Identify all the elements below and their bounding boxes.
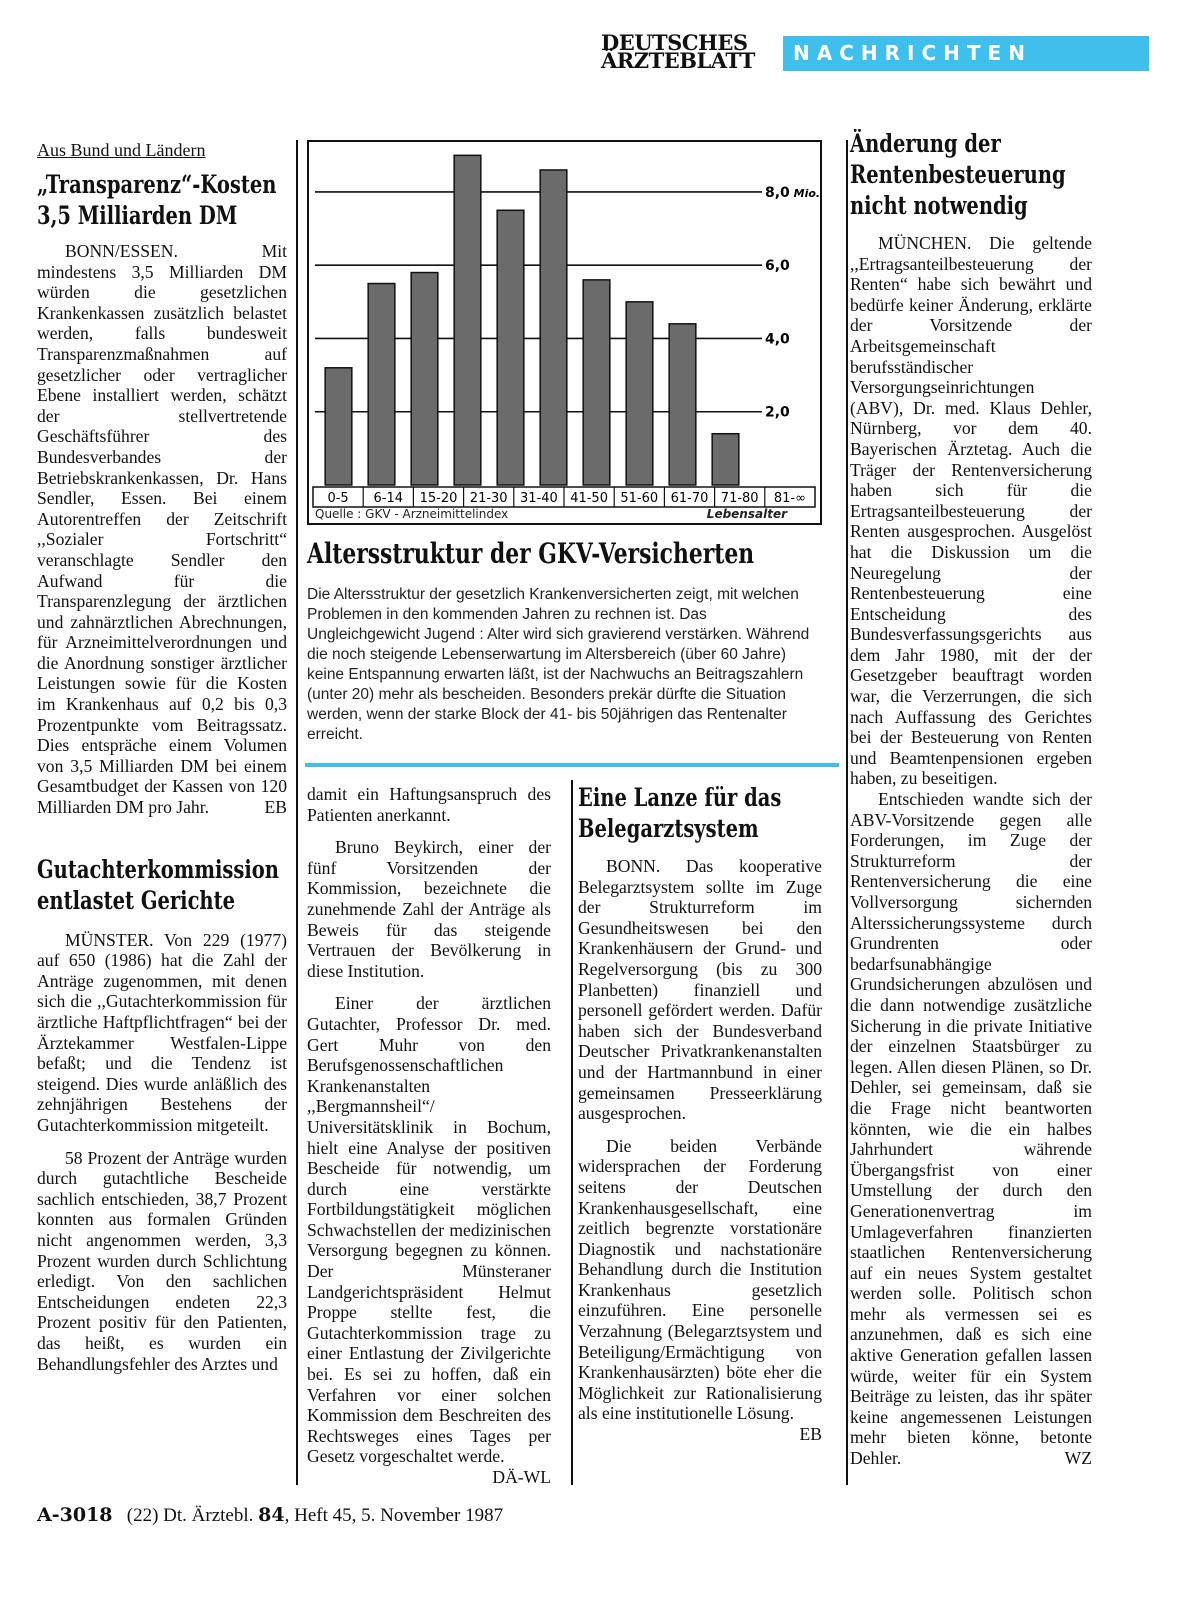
chart-caption: Die Altersstruktur der gesetzlich Krankenversicherten zeigt, mit welchen Problemen in den kommenden Jahren zu rechnen ist. Das Ungleichgewicht Jugend : Alter wird sich gravierend verstärken. Während die noch steigende Lebenserwartung im Altersbereich (über 60 Jahre) keine Entspannung erwarten läßt, ist der Nachwuchs an Beitragszahlern (unter 20) mehr als bescheiden. Besonders prekär dürfte die Situation werden, wenn der starke Block der 41- bis 50jährigen das Rentenalter erreicht. xyxy=(307,586,810,743)
article-body: MÜNCHEN. Die geltende ,,Ertragsanteilbesteuerung der Renten“ habe sich bewährt und bedürfe keiner Änderung, erklärte der Vorsitzende der Arbeitsgemeinschaft berufsständischer Versorgungseinrichtungen (ABV), Dr. med. Klaus Dehler, Nürnberg, vor dem 40. Bayerischen Ärztetag. Auch die Träger der Rentenversicherung haben sich für die Ertragsanteilbesteuerung der Renten ausgesprochen. Ausgelöst hat die Diskussion um die Neuregelung der Rentenbesteuerung eine Entscheidung des Bundesverfassungsgerichts aus dem Jahr 1980, mit der der Gesetzgeber beauftragt worden war, die Verzerrungen, die sich nach Auffassung des Gerichtes bei der Besteuerung von Renten und Beamtenpensionen ergeben haben, zu beseitigen. Entschieden wandte sich der ABV-Vorsitzende gegen alle Forderungen, im Zuge der Strukturreform der Rentenversicherung die eine Vollversorgung sichernden Alterssicherungssysteme durch Grundrenten oder bedarfsunabhängige Grundsicherungen abzulösen und die dann notwendige zusätzliche Sicherung in die private Initiative der einzelnen Staatsbürger zu legen. Allen diesen Plänen, so Dr. Dehler, sei gemeinsam, daß sie die Frage nicht beantworten könnten, wie die ein halbes Jahrhundert währende Übergangsfrist von einer Umstellung der durch den Generationenvertrag im Umlageverfahren finanzierten staatlichen Rentenversicherung auf ein neues System gestaltet werden solle. Politisch schon mehr als vermessen sei es anzunehmen, daß es sich eine aktive Generation gefallen lassen würde, weiter für ein System Beiträge zu leisten, das ihr später keine angemessenen Leistungen mehr bieten könne, betonte Dehler. WZ xyxy=(850,233,1092,1469)
issue-date: , Heft 45, 5. November 1987 xyxy=(284,1505,504,1526)
bar-61-70 xyxy=(626,302,653,485)
x-tick-label: 0-5 xyxy=(327,491,349,506)
article-body: BONN. Das kooperative Belegarztsystem sollte im Zuge der Strukturreform im Gesundheitswesen bei den Krankenhäusern der Grund- und Regelversorgung (bis zu 300 Planbetten) finanziell und personell gefördert werden. Dafür haben sich der Bundesverband Deutscher Privatkrankenanstalten und der Hartmannbund in einer gemeinsamen Presseerklärung ausgesprochen. Die beiden Verbände widersprachen der Forderung seitens der Deutschen Krankenhausgesellschaft, eine zeitlich begrenzte vorstationäre Diagnostik und nachstationäre Behandlung durch die Institution Krankenhaus gesetzlich einzuführen. Eine personelle Verzahnung (Belegarztsystem und Beteiligung/Ermächtigung von Krankenhausärzten) böte eher die Möglichkeit zur Rationalisierung als eine institutionelle Lösung. EB xyxy=(578,856,822,1445)
issue-info: (22) Dt. Ärztebl. xyxy=(126,1505,254,1526)
chart-title: Altersstruktur der GKV-Versicherten xyxy=(307,537,755,570)
article-headline: Eine Lanze für das Belegarztsystem xyxy=(578,783,782,843)
continuation-column: damit ein Haftungsanspruch des Patienten anerkannt. Bruno Beykirch, einer der fünf Vorsitzenden der Kommission, bezeichnete die zunehmende Zahl der Anträge als Beweis für das steigende Vertrauen der Bevölkerung in diese Institution. Einer der ärztlichen Gutachter, Professor Dr. med. Gert Muhr von den Berufsgenossenschaftlichen Krankenanstalten ,,Bergmannsheil“/ Universitätsklinik in Bochum, hielt eine Analyse der positiven Bescheide für notwendig, um durch eine verstärkte Fortbildungstätigkeit möglichen Schwachstellen der medizinischen Versorgung begegnen zu können. Der Münsteraner Landgerichtspräsident Helmut Proppe stellte fest, die Gutachterkommission trage zu einer Entlastung der Zivilgerichte bei. Es sei zu hoffen, daß ein Verfahren vor einer solchen Kommission dem Beschreiten des Rechtsweges eines Tages per Gesetz vorgeschaltet werde. DÄ-WL xyxy=(307,784,551,1487)
bar-0-5 xyxy=(325,368,352,485)
lanze-article xyxy=(578,782,822,1445)
x-tick-label: 51-60 xyxy=(620,491,659,506)
x-tick-label: 15-20 xyxy=(419,491,458,506)
x-tick-label: 41-50 xyxy=(570,491,608,506)
article-headline: Gutachterkommission entlastet Gerichte xyxy=(37,854,279,915)
author-sig: EB xyxy=(264,797,287,818)
bar-31-40 xyxy=(497,210,524,485)
x-tick-label: 31-40 xyxy=(520,491,558,506)
column-divider xyxy=(846,140,848,1485)
masthead-line2: ÄRZTEBLATT xyxy=(601,48,755,73)
y-tick-label: 8,0 Mio. xyxy=(765,184,821,201)
x-tick-label: 6-14 xyxy=(373,491,404,506)
section-kicker: Aus Bund und Ländern xyxy=(37,140,206,160)
author-sig: WZ xyxy=(1064,1448,1092,1469)
chart-xlabel: Lebensalter xyxy=(706,507,787,521)
x-tick-label: 71-80 xyxy=(720,491,759,506)
masthead-logo xyxy=(601,30,761,73)
y-tick-label: 4,0 xyxy=(765,331,790,348)
masthead-line1: DEUTSCHES xyxy=(601,30,748,55)
bar-51-60 xyxy=(583,280,610,485)
bar-81-∞ xyxy=(712,434,739,485)
author-sig: DÄ-WL xyxy=(492,1467,551,1487)
article-headline: Änderung der Rentenbesteuerung nicht notwendig xyxy=(850,129,1066,220)
bar-41-50 xyxy=(540,170,567,485)
article-headline: „Transparenz“-Kosten 3,5 Milliarden DM xyxy=(37,170,277,230)
bar-71-80 xyxy=(669,324,696,485)
bar-15-20 xyxy=(411,273,438,485)
chart-separator xyxy=(305,763,839,767)
column-divider xyxy=(296,140,298,1485)
y-tick-label: 2,0 xyxy=(765,404,790,421)
bar-6-14 xyxy=(368,284,395,485)
page-footer xyxy=(37,1504,503,1527)
y-tick-label: 6,0 xyxy=(765,258,790,275)
page-number: A-3018 xyxy=(37,1504,113,1526)
x-tick-label: 61-70 xyxy=(670,491,709,506)
right-column xyxy=(850,128,1092,1469)
x-tick-label: 81-∞ xyxy=(773,491,806,506)
left-column xyxy=(37,140,287,1374)
x-tick-label: 21-30 xyxy=(469,491,508,506)
article-body: MÜNSTER. Von 229 (1977) auf 650 (1986) hat die Zahl der Anträge zugenommen, mit denen sich die ,,Gutachterkommission für ärztliche Haftpflichtfragen“ bei der Ärztekammer Westfalen-Lippe befaßt; und die Tendenz ist steigend. Dies wurde anläßlich des zehnjährigen Bestehens der Gutachterkommission mitgeteilt. 58 Prozent der Anträge wurden durch gutachtliche Bescheide sachlich entschieden, 38,7 Prozent konnten aus formalen Gründen nicht angenommen werden, 3,3 Prozent wurden durch Schlichtung erledigt. Von den sachlichen Entscheidungen endeten 22,3 Prozent positiv für den Patienten, das heißt, es wurden ein Behandlungsfehler des Arztes und xyxy=(37,929,287,1374)
age-structure-chart xyxy=(307,140,823,526)
bar-21-30 xyxy=(454,155,481,485)
author-sig: EB xyxy=(799,1424,822,1445)
volume-number: 84 xyxy=(258,1504,285,1526)
column-divider xyxy=(571,780,573,1485)
chart-source: Quelle : GKV - Arzneimittelindex xyxy=(315,507,509,521)
article-body: BONN/ESSEN. Mit mindestens 3,5 Milliarden DM würden die gesetzlichen Krankenkassen zusätzlich belastet werden, falls bundesweit Transparenzmaßnahmen auf gesetzlicher oder vertraglicher Ebene installiert werden, schätzt der stellvertretende Geschäftsführer des Bundesverbandes der Betriebskrankenkassen, Dr. Hans Sendler, Essen. Bei einem Autorentreffen der Zeitschrift ,,Sozialer Fortschritt“ veranschlagte Sendler den Aufwand für die Transparenzlegung der ärztlichen und zahnärztlichen Abrechnungen, für Arzneimittelverordnungen und die Anordnung sonstiger ärztlicher Leistungen sowie für die Kosten im Krankenhaus auf 0,2 bis 0,3 Prozentpunkte vom Beitragssatz. Dies entspräche einem Volumen von 3,5 Milliarden DM bei einem Gesamtbudget der Kassen von 120 Milliarden DM pro Jahr. EB xyxy=(37,241,287,818)
section-banner: NACHRICHTEN xyxy=(783,36,1149,71)
